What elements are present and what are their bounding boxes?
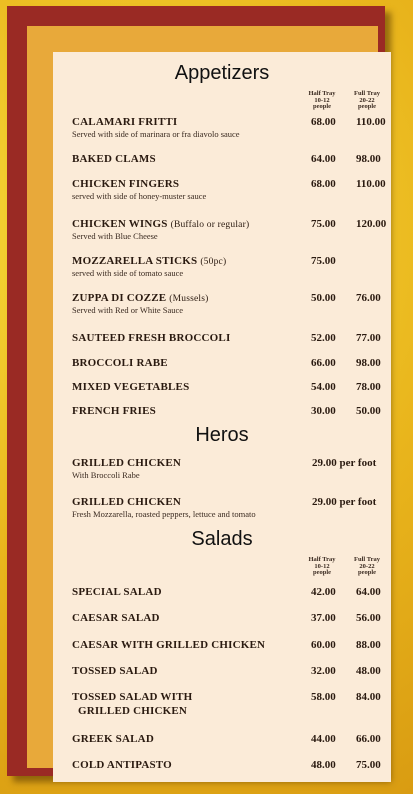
item-name: CAESAR SALAD (72, 612, 160, 624)
half-tray-price: 30.00 (311, 405, 336, 417)
item-name: CHICKEN FINGERS (72, 178, 180, 190)
item-description: With Broccoli Rabe (72, 470, 140, 480)
menu-item-zuppa-di-cozze (72, 292, 387, 315)
menu-item-tossed-salad-with-grilled-chicken (72, 691, 387, 717)
item-name: GRILLED CHICKEN (72, 496, 182, 508)
item-description: Served with Blue Cheese (72, 231, 158, 241)
half-tray-price: 60.00 (311, 639, 336, 651)
menu-item-french-fries (72, 405, 387, 417)
item-description: Served with Red or White Sauce (72, 305, 184, 315)
half-tray-price: 75.00 (311, 218, 336, 230)
item-note: (Mussels) (169, 294, 209, 304)
salads-heading: Salads (191, 528, 253, 550)
menu-item-calamari-fritti (72, 116, 387, 139)
full-tray-price: 50.00 (356, 405, 381, 417)
heros-heading: Heros (195, 424, 249, 446)
appetizers-heading: Appetizers (174, 62, 270, 84)
full-tray-price: 88.00 (356, 639, 381, 651)
menu-frame (7, 6, 385, 776)
full-tray-price: 98.00 (356, 357, 381, 369)
full-tray-price: 66.00 (356, 733, 381, 745)
item-name: MOZZARELLA STICKS (50pc) (72, 255, 227, 267)
item-name: GREEK SALAD (72, 733, 154, 745)
item-description: Served with side of marinara or fra diavolo sauce (72, 129, 240, 139)
full-tray-price: 56.00 (356, 612, 381, 624)
item-note: (50pc) (200, 257, 227, 267)
full-tray-price: 110.00 (356, 178, 386, 190)
half-tray-price: 37.00 (311, 612, 336, 624)
menu-item-cold-antipasto (72, 759, 387, 771)
menu-item-greek-salad (72, 733, 387, 745)
full-tray-price: 78.00 (356, 381, 381, 393)
half-tray-price: 54.00 (311, 381, 336, 393)
menu-item-baked-clams (72, 153, 387, 165)
appetizers-full-tray-header: Full Tray 20-22 people (354, 90, 380, 110)
item-name: CHICKEN WINGS (Buffalo or regular) (72, 218, 250, 230)
full-tray-price: 64.00 (356, 586, 381, 598)
full-tray-price: 76.00 (356, 292, 381, 304)
menu-item-broccoli-rabe (72, 357, 387, 369)
half-tray-price: 42.00 (311, 586, 336, 598)
item-name: SAUTEED FRESH BROCCOLI (72, 332, 231, 344)
half-tray-price: 75.00 (311, 255, 336, 267)
half-tray-price: 68.00 (311, 116, 336, 128)
full-tray-price: 110.00 (356, 116, 386, 128)
item-name: BAKED CLAMS (72, 153, 156, 165)
menu-item-grilled-chicken-mozzarella (72, 496, 387, 519)
salads-half-tray-header: Half Tray 10-12 people (308, 556, 336, 576)
menu-inner-border (27, 26, 387, 771)
menu-panel (53, 52, 391, 782)
menu-item-mixed-vegetables (72, 381, 387, 393)
menu-item-caesar-salad (72, 612, 387, 624)
full-tray-price: 48.00 (356, 665, 381, 677)
appetizers-half-tray-header: Half Tray 10-12 people (308, 90, 336, 110)
full-tray-price: 120.00 (356, 218, 387, 230)
item-name: SPECIAL SALAD (72, 586, 162, 598)
item-name: MIXED VEGETABLES (72, 381, 190, 393)
half-tray-price: 64.00 (311, 153, 336, 165)
item-name: GRILLED CHICKEN (72, 457, 182, 469)
item-description: Fresh Mozzarella, roasted peppers, lettuce and tomato (72, 509, 256, 519)
per-foot-price: 29.00 per foot (312, 457, 377, 469)
half-tray-price: 32.00 (311, 665, 336, 677)
menu-item-tossed-salad (72, 665, 387, 677)
half-tray-price: 66.00 (311, 357, 336, 369)
half-tray-price: 52.00 (311, 332, 336, 344)
half-tray-price: 58.00 (311, 691, 336, 703)
item-name: CAESAR WITH GRILLED CHICKEN (72, 639, 266, 651)
item-name: TOSSED SALAD (72, 665, 158, 677)
menu-item-special-salad (72, 586, 387, 598)
full-tray-price: 98.00 (356, 153, 381, 165)
menu-item-grilled-chicken-broccoli-rabe (72, 457, 387, 480)
half-tray-price: 50.00 (311, 292, 336, 304)
menu-item-chicken-wings (72, 218, 387, 241)
menu-item-sauteed-fresh-broccoli (72, 332, 387, 344)
menu-item-mozzarella-sticks (72, 255, 387, 278)
item-name-line-2: GRILLED CHICKEN (78, 705, 188, 717)
item-name: CALAMARI FRITTI (72, 116, 178, 128)
item-description: served with side of tomato sauce (72, 268, 184, 278)
full-tray-price: 84.00 (356, 691, 381, 703)
item-name: ZUPPA DI COZZE (Mussels) (72, 292, 209, 304)
half-tray-price: 68.00 (311, 178, 336, 190)
half-tray-price: 48.00 (311, 759, 336, 771)
item-note: (Buffalo or regular) (170, 220, 250, 230)
menu-item-caesar-with-grilled-chicken (72, 639, 387, 651)
item-name: TOSSED SALAD WITH (72, 691, 193, 703)
salads-full-tray-header: Full Tray 20-22 people (354, 556, 380, 576)
full-tray-price: 75.00 (356, 759, 381, 771)
item-name: BROCCOLI RABE (72, 357, 168, 369)
menu-item-chicken-fingers (72, 178, 387, 201)
item-name: FRENCH FRIES (72, 405, 156, 417)
half-tray-price: 44.00 (311, 733, 336, 745)
item-name: COLD ANTIPASTO (72, 759, 172, 771)
full-tray-price: 77.00 (356, 332, 381, 344)
item-description: served with side of honey-muster sauce (72, 191, 207, 201)
per-foot-price: 29.00 per foot (312, 496, 377, 508)
